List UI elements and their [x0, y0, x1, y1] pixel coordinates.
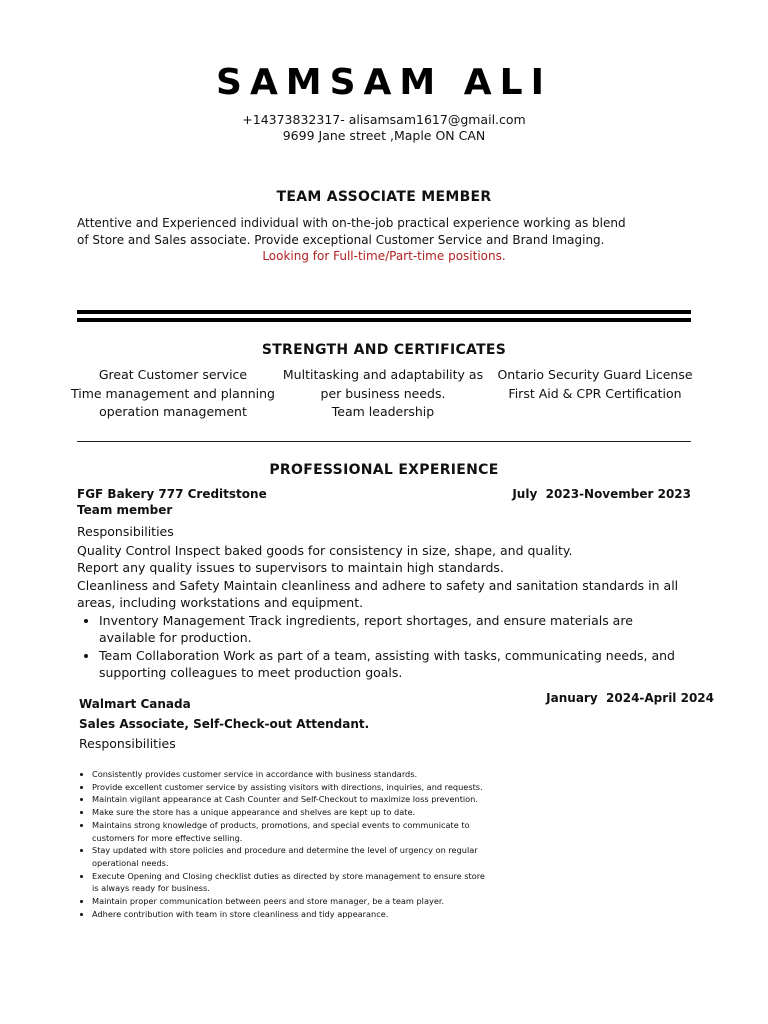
candidate-name: SAMSAM ALI — [216, 62, 552, 103]
certificates-column — [490, 366, 700, 403]
certificate-item: Ontario Security Guard License — [497, 367, 693, 382]
list-item: • Maintain proper communication between peers and store manager, be a team player. — [92, 895, 522, 908]
summary-text: Attentive and Experienced individual with on-the-job practical experience working as blend of Store and Sales associate. Provide exceptional Customer Service and Brand Imaging. — [77, 216, 626, 247]
list-item: • Stay updated with store policies and procedure and determine the level of urgency on regular — [92, 844, 522, 857]
list-item: • Adhere contribution with team in store cleanliness and tidy appearance. — [92, 908, 522, 921]
fgf-company: FGF Bakery 777 Creditstone — [77, 487, 267, 501]
skill-item: Team leadership — [331, 404, 435, 419]
list-item-continuation: is always ready for business. — [92, 883, 210, 894]
skill-item: Time management and planning — [70, 385, 275, 401]
responsibility-line: Quality Control Inspect baked goods for consistency in size, shape, and quality. — [77, 542, 573, 558]
contact-line: +14373832317- alisamsam1617@gmail.com — [242, 112, 526, 127]
fgf-role: Team member — [77, 503, 173, 517]
skills-column-2 — [280, 366, 486, 422]
list-item: • Execute Opening and Closing checklist duties as directed by store management to ensure store — [92, 870, 522, 883]
list-item: • Provide excellent customer service by assisting visitors with directions, inquiries, and requests. — [92, 781, 522, 794]
skill-item: Multitasking and adaptability as — [282, 367, 484, 382]
certificate-item: First Aid & CPR Certification — [508, 385, 682, 401]
address-line: 9699 Jane street ,Maple ON CAN — [282, 128, 486, 143]
fgf-responsibilities — [77, 523, 691, 682]
experience-title: PROFESSIONAL EXPERIENCE — [269, 462, 499, 478]
strengths-title: STRENGTH AND CERTIFICATES — [261, 342, 507, 358]
skills-column-1 — [70, 366, 276, 422]
list-item: • Consistently provides customer service in accordance with business standards. — [92, 768, 522, 781]
summary-title: TEAM ASSOCIATE MEMBER — [276, 189, 492, 205]
skill-item: Great Customer service — [98, 367, 248, 382]
list-item: • Team Collaboration Work as part of a team, assisting with tasks, communicating needs, and supporting colleagues to meet production goals. — [99, 647, 691, 682]
list-item: • Maintains strong knowledge of products, promotions, and special events to communicate to — [92, 819, 522, 832]
walmart-role: Sales Associate, Self-Check-out Attendant. — [79, 717, 370, 731]
walmart-bullet-list — [77, 768, 522, 920]
responsibilities-label: Responsibilities — [77, 524, 174, 539]
skill-item: operation management — [99, 404, 247, 419]
responsibility-line: Report any quality issues to supervisors to maintain high standards. — [77, 560, 504, 575]
fgf-dates: July 2023-November 2023 — [512, 487, 691, 501]
skill-item: per business needs. — [320, 385, 446, 401]
list-item-continuation: operational needs. — [92, 857, 169, 868]
walmart-responsibilities-label: Responsibilities — [79, 736, 176, 751]
list-item-continuation: customers for more effective selling. — [92, 832, 243, 843]
section-divider-bottom — [77, 318, 691, 322]
section-divider-top — [77, 310, 691, 314]
responsibility-line: Cleanliness and Safety Maintain cleanliness and adhere to safety and sanitation standards in all areas, including workstations and equipment. — [77, 577, 679, 610]
list-item: • Inventory Management Track ingredients, report shortages, and ensure materials are available for production. — [99, 612, 691, 647]
experience-divider — [77, 441, 691, 442]
fgf-bullet-list — [77, 612, 691, 682]
walmart-dates: January 2024-April 2024 — [546, 691, 714, 705]
list-item: • Make sure the store has a unique appearance and shelves are kept up to date. — [92, 806, 522, 819]
walmart-company: Walmart Canada — [79, 697, 191, 711]
list-item: • Maintain vigilant appearance at Cash Counter and Self-Checkout to maximize loss prevention. — [92, 793, 522, 806]
looking-for-text: Looking for Full-time/Part-time positions. — [262, 249, 506, 263]
